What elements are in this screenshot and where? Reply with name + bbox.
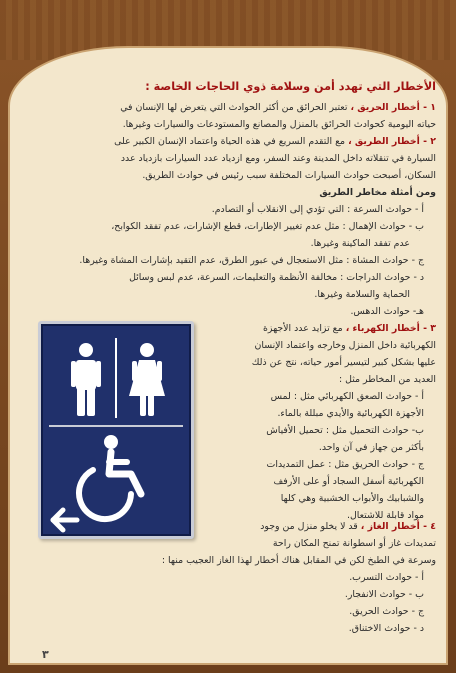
fire-paragraph bbox=[18, 99, 436, 116]
electric-item-c-cont-2: والشبابيك والأبواب الخشبية وهي كلها bbox=[280, 493, 424, 504]
sign-graphic bbox=[41, 324, 191, 536]
electric-line-1: مع تزايد عدد الأجهزة bbox=[262, 323, 346, 334]
electric-item-c-cont-3: مواد قابلة للاشتعال. bbox=[347, 510, 424, 521]
wheelchair-icon bbox=[79, 435, 141, 519]
electric-line-4: العديد من المخاطر مثل : bbox=[338, 374, 436, 385]
electric-item-a-cont: الأجهزة الكهربائية والأيدي مبللة بالماء. bbox=[277, 408, 424, 419]
road-item-b: ب - حوادث الإهمال : مثل عدم تغيير الإطارات، قطع الإشارات، عدم تفقد الكوابح، bbox=[111, 221, 424, 232]
electric-item-c: ج - حوادث الحريق مثل : عمل التمديدات bbox=[266, 459, 424, 470]
gas-text-3: وسرعة في الطبخ لكن في المقابل هناك أخطار لهذا الغاز العجيب منها : bbox=[161, 555, 436, 566]
page-title: الأخطار التي تهدد أمن وسلامة ذوي الحاجات الخاصة : bbox=[145, 80, 436, 93]
road-item-b-cont: عدم تفقد الماكينة وغيرها. bbox=[310, 238, 410, 249]
accessibility-sign bbox=[38, 321, 194, 539]
electric-item-a: أ - حوادث الصعق الكهربائي مثل : لمس bbox=[270, 391, 424, 402]
road-heading: ٢ - أخطار الطريق ، bbox=[348, 136, 436, 147]
gas-section bbox=[18, 518, 436, 637]
road-text-1: مع التقدم السريع في هذه الحياة واعتماد الإنسان الكبير على bbox=[114, 136, 349, 147]
road-text-3: السكان، أصبحت حوادث السيارات المختلفة سبب رئيس في حوادث الطريق. bbox=[142, 170, 436, 181]
gas-item-b: ب - حوادث الانفجار. bbox=[344, 589, 424, 600]
man-icon bbox=[71, 343, 101, 416]
electric-section bbox=[218, 320, 436, 524]
electric-item-c-cont-1: الكهربائية أسفل السجاد أو على الأرفف bbox=[273, 476, 424, 487]
electric-line-2: الكهربائية داخل المنزل وخارجه واعتماد الإنسان bbox=[254, 340, 436, 351]
electric-line-3: عليها بشكل كبير لتيسير أمور حياته، نتج عن ذلك bbox=[251, 357, 436, 368]
fire-heading: ١ - أخطار الحريق ، bbox=[350, 102, 436, 113]
woman-icon bbox=[129, 343, 165, 416]
gas-text-1: قد لا يخلو منزل من وجود bbox=[260, 521, 361, 532]
electric-item-b-cont: بأكثر من جهاز في آن واحد. bbox=[318, 442, 424, 453]
road-item-c: ج - حوادث المشاة : مثل الاستعجال في عبور الطرق، عدم التقيد بإشارات المشاة وغيرها. bbox=[79, 255, 424, 266]
page-number: ٣ bbox=[42, 648, 49, 661]
fire-text-2: حياته اليومية كحوادث الحرائق بالمنزل والمصانع والمستودعات والسيارات وغيرها. bbox=[122, 119, 436, 130]
electric-item-b: ب- حوادث التحميل مثل : تحميل الأفياش bbox=[266, 425, 424, 436]
gas-paragraph bbox=[18, 518, 436, 535]
road-text-2: السيارة في تنقلاته داخل المدينة وعند السفر، ومع ازدياد عدد السيارات بازدياد عدد bbox=[120, 153, 436, 164]
gas-item-c: ج - حوادث الحريق. bbox=[349, 606, 424, 617]
electric-paragraph bbox=[218, 320, 436, 337]
gas-text-2: تمديدات غاز أو اسطوانة تمنح المكان راحة bbox=[272, 538, 436, 549]
road-item-e: هـ- حوادث الدهس. bbox=[350, 306, 424, 317]
road-item-a: أ - حوادث السرعة : التي تؤدي إلى الانقلاب أو التصادم. bbox=[211, 204, 424, 215]
electric-heading: ٣ - أخطار الكهرباء ، bbox=[345, 323, 436, 334]
road-examples-heading: ومن أمثلة مخاطر الطريق bbox=[319, 187, 436, 198]
road-item-d-cont: الحماية والسلامة وغيرها. bbox=[314, 289, 410, 300]
gas-heading: ٤ - أخطار الغاز ، bbox=[360, 521, 436, 532]
road-item-d: د - حوادث الدراجات : مخالفة الأنظمة والتعليمات، السرعة، عدم لبس وسائل bbox=[129, 272, 424, 283]
fire-text-1: تعتبر الحرائق من أكثر الحوادث التي يتعرض لها الإنسان في bbox=[120, 102, 351, 113]
gas-item-d: د - حوادث الاختناق. bbox=[348, 623, 424, 634]
gas-item-a: أ - حوادث التسرب. bbox=[349, 572, 424, 583]
main-content bbox=[18, 78, 436, 320]
road-paragraph bbox=[18, 133, 436, 150]
